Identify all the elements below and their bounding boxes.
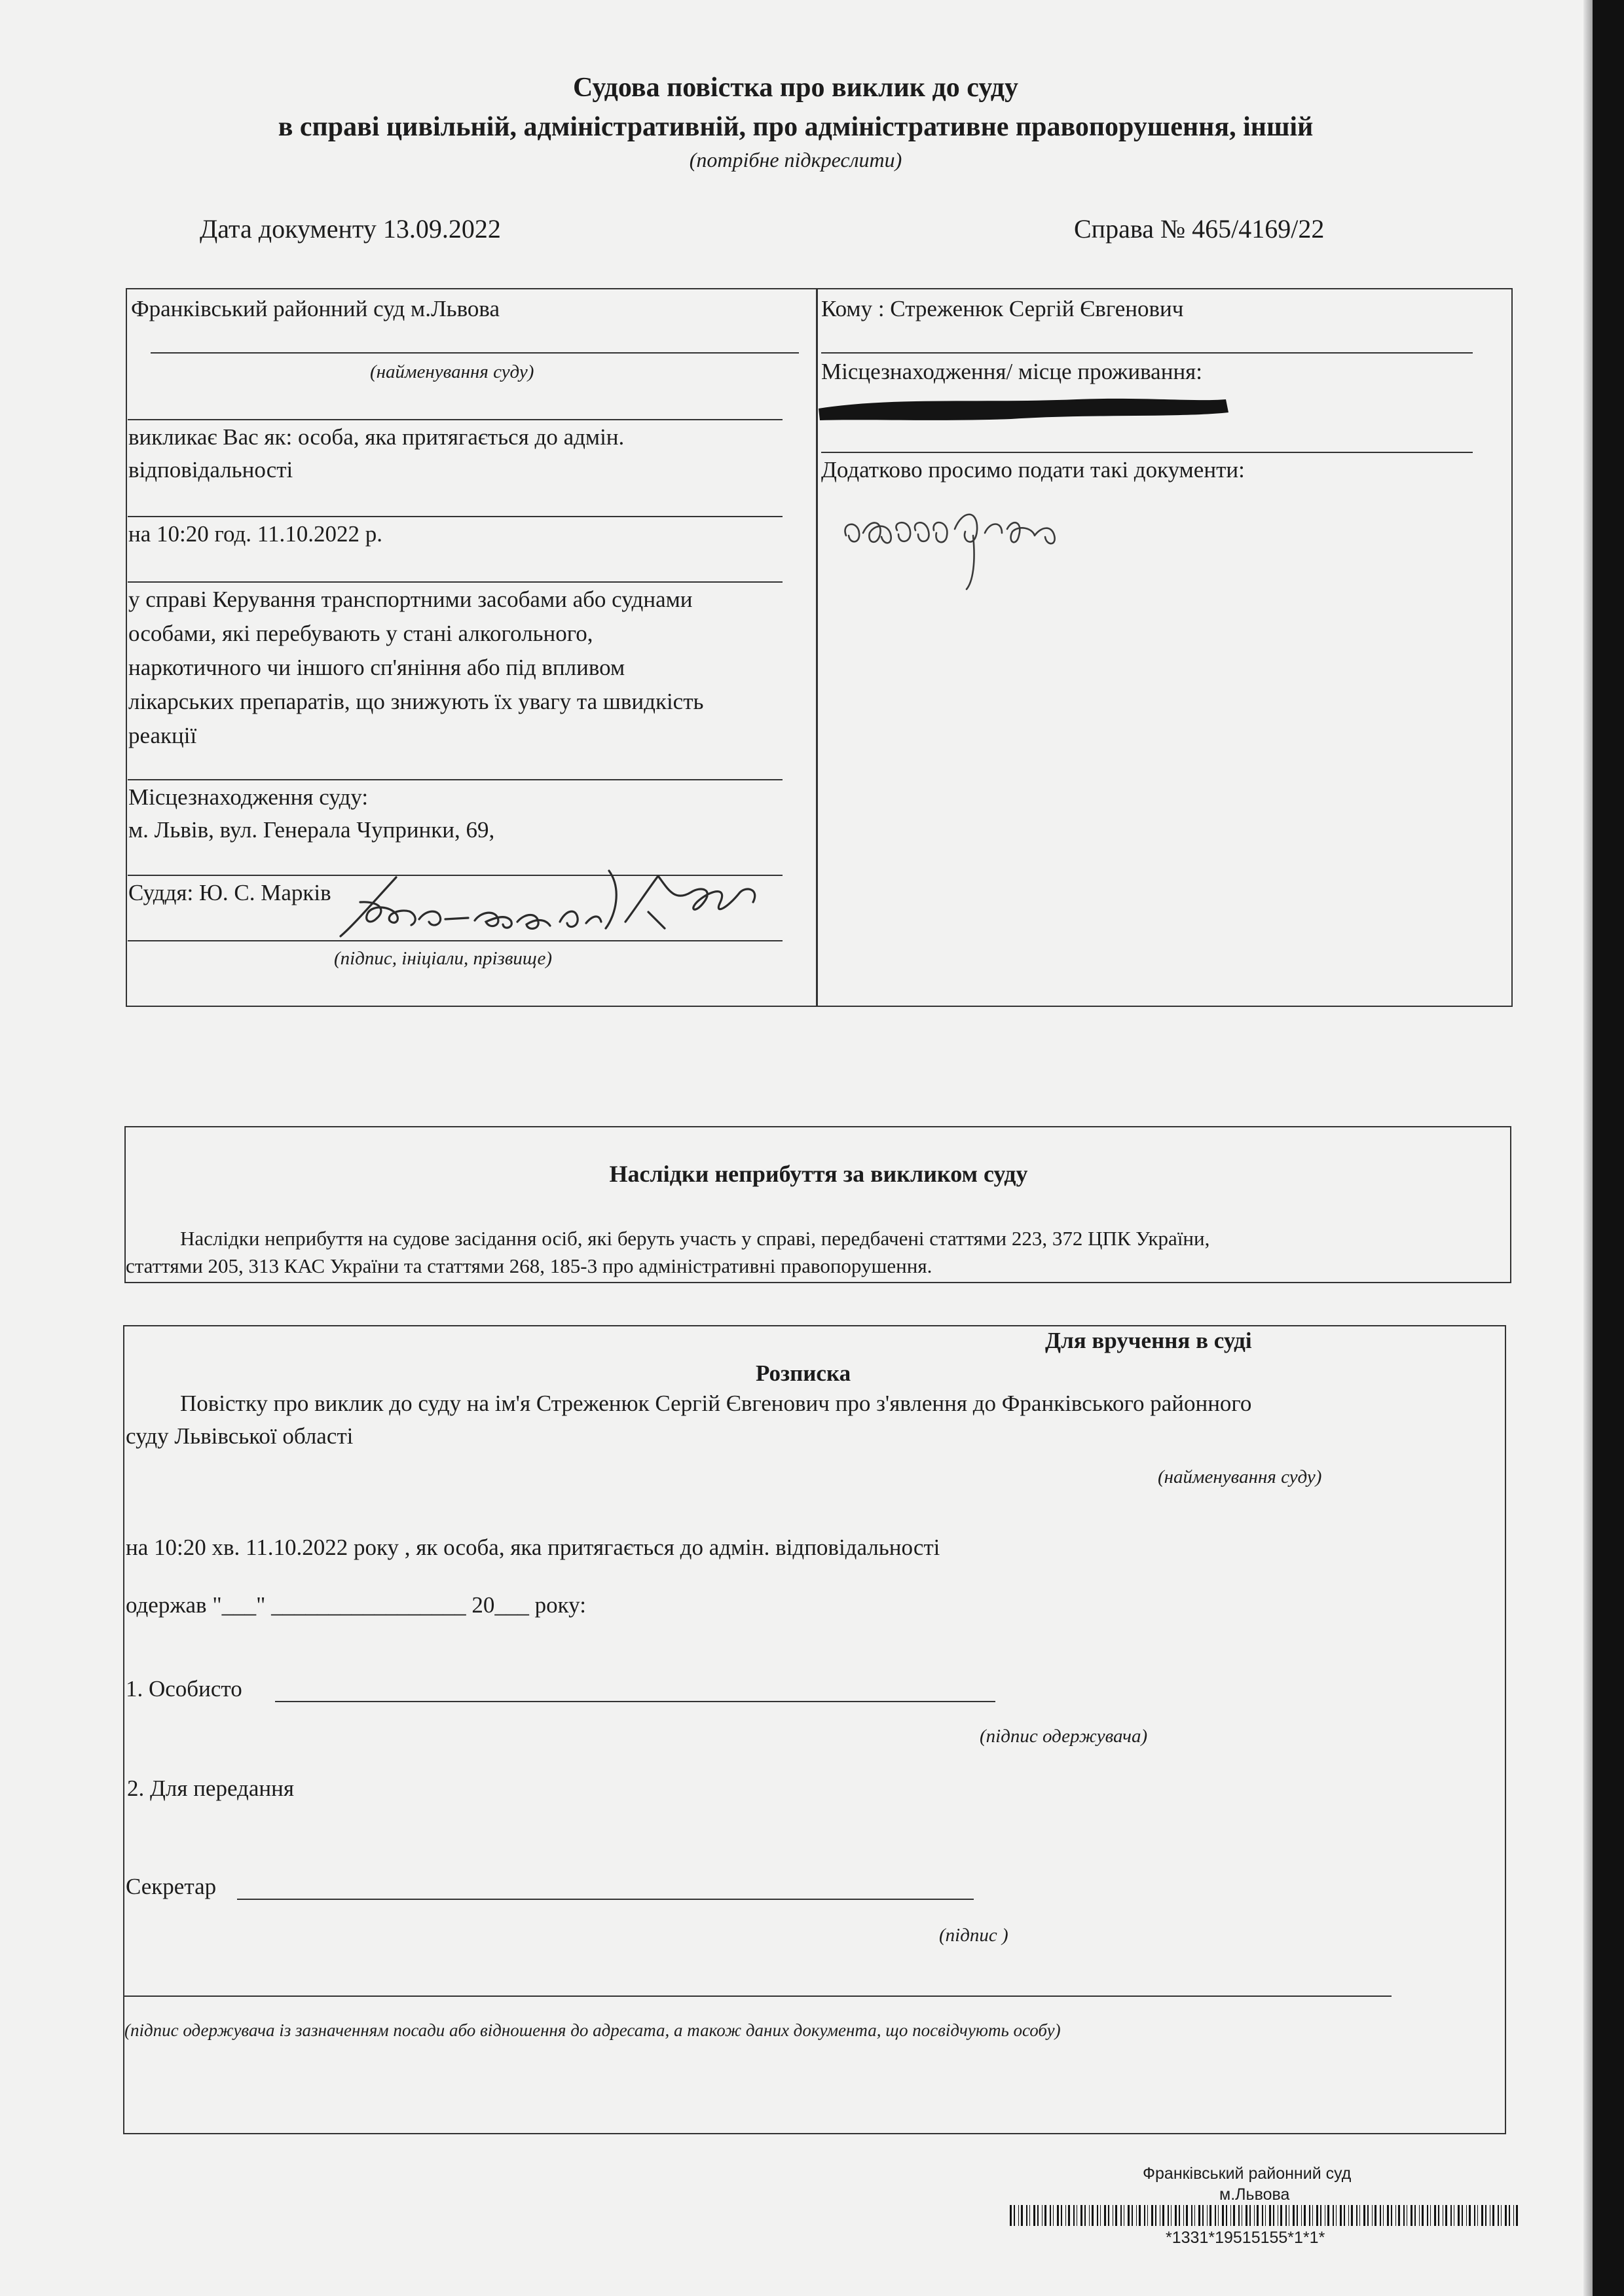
barcode-bar xyxy=(1398,2205,1400,2226)
barcode-bar xyxy=(1014,2205,1015,2226)
barcode-bar xyxy=(1427,2205,1428,2226)
receipt-hearing-time: на 10:20 хв. 11.10.2022 року , як особа, яка притягається до адмін. відповідальності xyxy=(126,1535,940,1560)
barcode-bar xyxy=(1340,2205,1342,2226)
residence-label: Місцезнаходження/ місце проживання: xyxy=(821,359,1202,384)
case-subject-4: лікарських препаратів, що знижують їх увагу та швидкість xyxy=(128,689,704,714)
summons-role-cont: відповідальності xyxy=(128,457,293,483)
barcode-bar xyxy=(1359,2205,1360,2226)
barcode-bar xyxy=(1387,2205,1389,2226)
barcode-bar xyxy=(1466,2205,1467,2226)
barcode-bar xyxy=(1363,2205,1365,2226)
court-stamp-city: м.Львова xyxy=(1219,2185,1290,2204)
barcode-bar xyxy=(1498,2205,1499,2226)
barcode-bar xyxy=(1438,2205,1439,2226)
barcode-bar xyxy=(1202,2205,1204,2226)
barcode-bar xyxy=(1403,2205,1405,2226)
barcode-bar xyxy=(1120,2205,1122,2226)
barcode-bar xyxy=(1285,2205,1287,2226)
barcode-bar xyxy=(1336,2205,1337,2226)
barcode-bar xyxy=(1136,2205,1137,2226)
received-date-line: одержав "___" _________________ 20___ року: xyxy=(126,1592,586,1618)
court-stamp-name: Франківський районний суд xyxy=(1143,2164,1352,2183)
barcode-bar xyxy=(1053,2205,1054,2226)
barcode-bar xyxy=(1383,2205,1384,2226)
barcode-bar xyxy=(1367,2205,1369,2226)
barcode-bar xyxy=(1333,2205,1334,2226)
barcode-bar xyxy=(1309,2205,1310,2226)
title-note: (потрібне підкреслити) xyxy=(689,148,902,172)
barcode-bar xyxy=(1089,2205,1090,2226)
barcode-bar xyxy=(1057,2205,1059,2226)
scan-background xyxy=(1593,0,1624,2296)
court-name: Франківський районний суд м.Львова xyxy=(131,296,500,321)
barcode-bar xyxy=(1269,2205,1271,2226)
recipient-name: Кому : Стреженюк Сергій Євгенович xyxy=(821,296,1184,321)
barcode-bar xyxy=(1474,2205,1475,2226)
consequences-text-2: статтями 205, 313 КАС України та статтями 268, 185-3 про адміністративні правопорушення. xyxy=(126,1254,932,1277)
barcode-bar xyxy=(1280,2205,1282,2226)
barcode-bar xyxy=(1233,2205,1235,2226)
barcode-bar xyxy=(1179,2205,1180,2226)
secretary-label: Секретар xyxy=(126,1874,217,1899)
court-name-caption: (найменування суду) xyxy=(370,361,534,382)
redacted-address xyxy=(815,390,1234,424)
barcode-bar xyxy=(1422,2205,1424,2226)
barcode-bar xyxy=(1430,2205,1431,2226)
for-court-delivery: Для вручення в суді xyxy=(1045,1328,1252,1353)
barcode-bar xyxy=(1509,2205,1510,2226)
barcode-bar xyxy=(1139,2205,1141,2226)
receipt-title: Розписка xyxy=(756,1360,851,1386)
case-subject-3: наркотичного чи іншого сп'яніння або під впливом xyxy=(128,655,625,680)
barcode-bar xyxy=(1419,2205,1420,2226)
barcode-bar xyxy=(1104,2205,1106,2226)
document-date: Дата документу 13.09.2022 xyxy=(200,214,501,244)
barcode-bar xyxy=(1132,2205,1133,2226)
document-title-line2: в справі цивільній, адміністративній, про адміністративне правопорушення, іншій xyxy=(278,112,1314,142)
hearing-time: на 10:20 год. 11.10.2022 р. xyxy=(128,521,382,547)
barcode-bar xyxy=(1010,2205,1012,2226)
recipient-identity-caption: (підпис одержувача із зазначенням посади або відношення до адресата, а також даних документа, що посвідчують особу) xyxy=(124,2020,1061,2040)
barcode-bar xyxy=(1222,2205,1224,2226)
barcode-bar xyxy=(1037,2205,1039,2226)
barcode-bar xyxy=(1273,2205,1274,2226)
court-location-label: Місцезнаходження суду: xyxy=(128,784,369,810)
barcode-bar xyxy=(1445,2205,1447,2226)
barcode-bar xyxy=(1073,2205,1075,2226)
barcode-bar xyxy=(1029,2205,1030,2226)
case-number: Справа № 465/4169/22 xyxy=(1074,214,1325,244)
barcode-bar xyxy=(1162,2205,1164,2226)
barcode-bar xyxy=(1168,2205,1169,2226)
barcode-bar xyxy=(1450,2205,1452,2226)
receipt-text-2: суду Львівської області xyxy=(126,1423,354,1449)
barcode-bar xyxy=(1092,2205,1094,2226)
barcode-bar xyxy=(1050,2205,1051,2226)
barcode-bar xyxy=(1108,2205,1109,2226)
barcode-bar xyxy=(1351,2205,1353,2226)
barcode-bar xyxy=(1348,2205,1349,2226)
barcode-bar xyxy=(1044,2205,1046,2226)
barcode-bar xyxy=(1068,2205,1070,2226)
barcode-bar xyxy=(1320,2205,1321,2226)
barcode-bar xyxy=(1026,2205,1027,2226)
barcode-bar xyxy=(1513,2205,1514,2226)
barcode-bar xyxy=(1327,2205,1329,2226)
barcode-bar xyxy=(1254,2205,1255,2226)
barcode-bar xyxy=(1230,2205,1231,2226)
barcode-bar xyxy=(1492,2205,1494,2226)
personal-delivery-label: 1. Особисто xyxy=(126,1676,242,1702)
barcode-bar xyxy=(1501,2205,1502,2226)
summons-role: викликає Вас як: особа, яка притягається до адмін. xyxy=(128,424,625,450)
judge-name: Суддя: Ю. С. Марків xyxy=(128,880,331,905)
barcode-bar xyxy=(1226,2205,1227,2226)
barcode-bar xyxy=(1183,2205,1184,2226)
barcode-bar xyxy=(1151,2205,1153,2226)
barcode-bar xyxy=(1144,2205,1145,2226)
barcode-bar xyxy=(1265,2205,1266,2226)
barcode-bar xyxy=(1115,2205,1117,2226)
barcode-bar xyxy=(1380,2205,1381,2226)
barcode-bar xyxy=(1246,2205,1247,2226)
barcode-bar xyxy=(1171,2205,1172,2226)
document-title: Судова повістка про виклик до суду xyxy=(573,73,1018,103)
barcode-bar xyxy=(1084,2205,1086,2226)
barcode-bar xyxy=(1191,2205,1192,2226)
judge-signature xyxy=(334,863,779,948)
barcode-bar xyxy=(1293,2205,1295,2226)
barcode-bar xyxy=(1194,2205,1195,2226)
consequences-text-1: Наслідки неприбуття на судове засідання осіб, які беруть участь у справі, передбачені статтями 223, 372 ЦПК України, xyxy=(180,1227,1210,1250)
barcode-bar xyxy=(1356,2205,1357,2226)
court-location-address: м. Львів, вул. Генерала Чупринки, 69, xyxy=(128,817,495,843)
barcode-bar xyxy=(1147,2205,1148,2226)
barcode-bar xyxy=(1312,2205,1313,2226)
barcode-bar xyxy=(1262,2205,1263,2226)
barcode-bar xyxy=(1434,2205,1436,2226)
barcode-bar xyxy=(1100,2205,1101,2226)
barcode-bar xyxy=(1485,2205,1486,2226)
barcode-bar xyxy=(1391,2205,1392,2226)
barcode xyxy=(1008,2205,1519,2227)
documents-label: Додатково просимо подати такі документи: xyxy=(821,457,1245,483)
barcode-bar xyxy=(1207,2205,1208,2226)
barcode-bar xyxy=(1198,2205,1200,2226)
barcode-bar xyxy=(1033,2205,1035,2226)
barcode-bar xyxy=(1080,2205,1082,2226)
transfer-delivery-label: 2. Для передання xyxy=(127,1776,294,1801)
barcode-bar xyxy=(1097,2205,1098,2226)
barcode-bar xyxy=(1469,2205,1471,2226)
barcode-bar xyxy=(1395,2205,1396,2226)
barcode-bar xyxy=(1175,2205,1177,2226)
barcode-bar xyxy=(1316,2205,1318,2226)
barcode-bar xyxy=(1477,2205,1478,2226)
barcode-bar xyxy=(1215,2205,1216,2226)
barcode-bar xyxy=(1257,2205,1259,2226)
case-subject-2: особами, які перебувають у стані алкогольного, xyxy=(128,621,593,646)
barcode-bar xyxy=(1186,2205,1188,2226)
barcode-bar xyxy=(1238,2205,1240,2226)
judge-caption: (підпис, ініціали, прізвище) xyxy=(334,948,553,969)
barcode-bar xyxy=(1018,2205,1019,2226)
barcode-bar xyxy=(1061,2205,1062,2226)
consequences-title: Наслідки неприбуття за викликом суду xyxy=(609,1161,1028,1187)
barcode-text: *1331*19515155*1*1* xyxy=(1166,2229,1325,2247)
barcode-bar xyxy=(1249,2205,1251,2226)
barcode-bar xyxy=(1155,2205,1156,2226)
secretary-signature-caption: (підпис ) xyxy=(939,1925,1008,1946)
receipt-court-caption: (найменування суду) xyxy=(1158,1467,1322,1487)
barcode-bar xyxy=(1344,2205,1345,2226)
handwritten-documents-note xyxy=(838,490,1080,594)
barcode-bar xyxy=(1042,2205,1043,2226)
barcode-bar xyxy=(1481,2205,1483,2226)
barcode-bar xyxy=(1414,2205,1416,2226)
barcode-bar xyxy=(1516,2205,1518,2226)
barcode-bar xyxy=(1065,2205,1066,2226)
barcode-bar xyxy=(1209,2205,1211,2226)
barcode-bar xyxy=(1505,2205,1507,2226)
barcode-bar xyxy=(1021,2205,1023,2226)
case-subject-1: у справі Керування транспортними засобами або суднами xyxy=(128,587,693,612)
barcode-bar xyxy=(1375,2205,1376,2226)
case-subject-5: реакції xyxy=(128,723,197,748)
barcode-bar xyxy=(1304,2205,1306,2226)
barcode-bar xyxy=(1128,2205,1130,2226)
receipt-text-1: Повістку про виклик до суду на ім'я Стреженюк Сергій Євгенович про з'явлення до Франківського районного xyxy=(180,1391,1252,1416)
barcode-bar xyxy=(1458,2205,1460,2226)
recipient-signature-caption: (підпис одержувача) xyxy=(980,1726,1148,1747)
barcode-bar xyxy=(1301,2205,1302,2226)
barcode-bar xyxy=(1297,2205,1298,2226)
barcode-bar xyxy=(1218,2205,1219,2226)
barcode-bar xyxy=(1411,2205,1412,2226)
barcode-bar xyxy=(1372,2205,1373,2226)
barcode-bar xyxy=(1462,2205,1463,2226)
